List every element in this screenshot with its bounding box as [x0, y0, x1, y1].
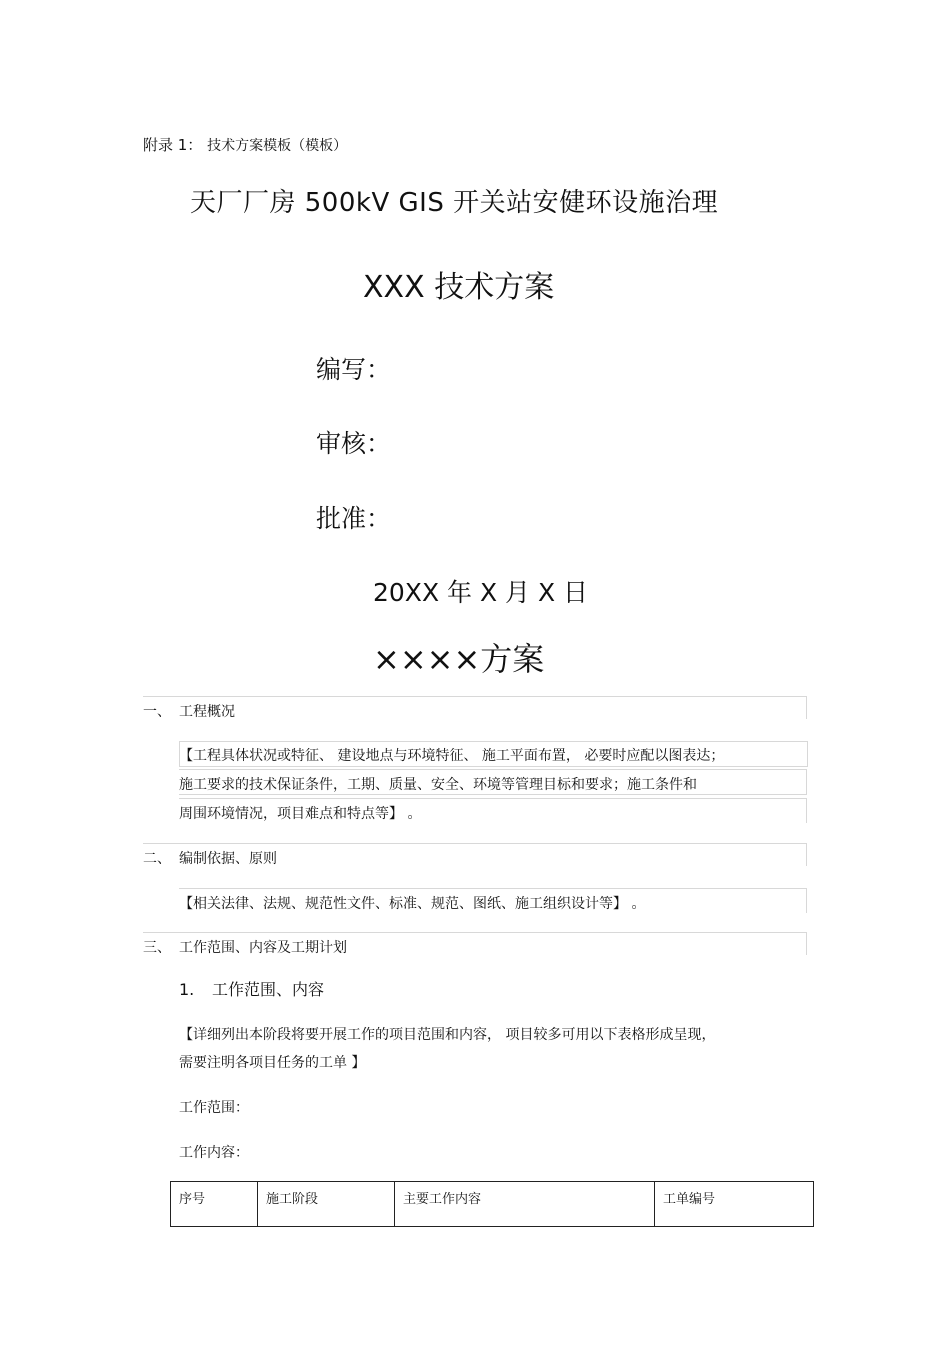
section-3-number: 三、	[143, 940, 171, 956]
section-1-line-3: 周围环境情况，项目难点和特点等】 。	[179, 806, 422, 822]
content-label: 工作内容：	[179, 1145, 249, 1161]
subsection-number: 1.	[179, 980, 195, 999]
section-3-title: 工作范围、内容及工期计划	[179, 940, 347, 956]
section-1-heading	[143, 701, 235, 721]
approve-label: 批准：	[316, 504, 392, 533]
section-1-number: 一、	[143, 704, 171, 720]
plan-title: ××××方案	[373, 640, 545, 678]
appendix-label: 附录 1：	[143, 136, 203, 154]
table-header-cell: 序号	[171, 1182, 258, 1227]
author-label: 编写：	[316, 355, 392, 384]
detail-line-1: 【详细列出本阶段将要开展工作的项目范围和内容， 项目较多可用以下表格形成呈现，	[179, 1027, 716, 1043]
subsection-heading	[179, 977, 324, 1000]
section-1-frame	[143, 696, 807, 719]
section-2-title: 编制依据、原则	[179, 851, 277, 867]
section-3-heading	[143, 937, 347, 957]
section-2-heading	[143, 848, 277, 868]
section-1-line-2: 施工要求的技术保证条件，工期、质量、安全、环境等管理目标和要求；施工条件和	[179, 777, 697, 793]
section-2-number: 二、	[143, 851, 171, 867]
work-table	[170, 1181, 814, 1227]
table-header-cell: 主要工作内容	[395, 1182, 655, 1227]
detail-line-2: 需要注明各项目任务的工单 】	[179, 1055, 366, 1071]
table-header-cell: 工单编号	[655, 1182, 814, 1227]
section-1-line-1: 【工程具体状况或特征、 建设地点与环境特征、 施工平面布置， 必要时应配以图表达；	[179, 748, 725, 764]
section-1-title: 工程概况	[179, 704, 235, 720]
section-2-line-1: 【相关法律、法规、规范性文件、标准、规范、图纸、施工组织设计等】 。	[179, 896, 646, 912]
project-title: 天厂厂房 500kV GIS 开关站安健环设施治理	[190, 188, 719, 218]
document-date: 20XX 年 X 月 X 日	[373, 578, 589, 607]
subsection-title: 工作范围、内容	[212, 980, 325, 999]
document-title: XXX 技术方案	[363, 270, 555, 305]
appendix-title: 技术方案模板（模板）	[207, 138, 348, 154]
table-header-row	[171, 1182, 814, 1227]
table-header-cell: 施工阶段	[258, 1182, 395, 1227]
scope-label: 工作范围：	[179, 1100, 249, 1116]
review-label: 审核：	[316, 429, 392, 458]
appendix-heading	[143, 134, 347, 155]
